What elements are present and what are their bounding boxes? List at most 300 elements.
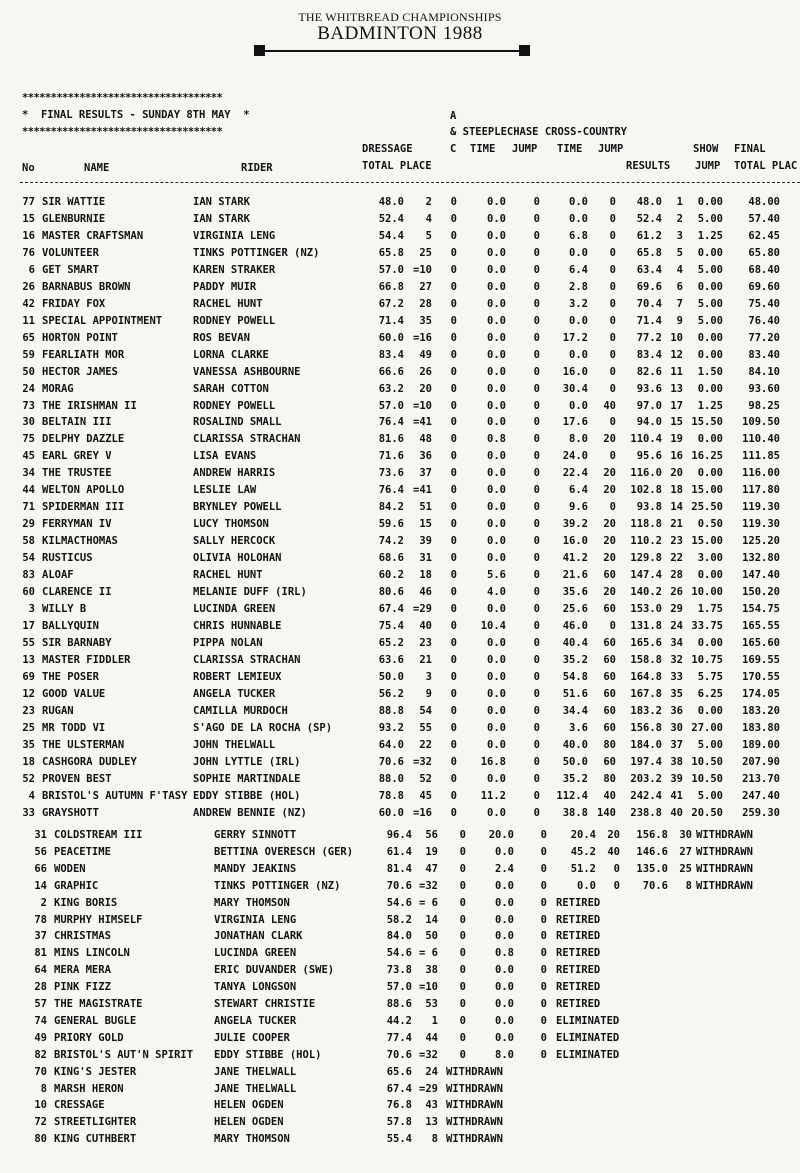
header-dressage: DRESSAGE [362, 143, 413, 155]
dressage-total: 83.4 [378, 348, 404, 361]
result-place: 16 [670, 450, 683, 463]
phase-c: 0 [459, 862, 466, 875]
dressage-total: 56.2 [378, 687, 404, 700]
status-label: RETIRED [556, 947, 601, 960]
steeplechase-jump: 0 [533, 450, 540, 463]
result-place: 21 [670, 518, 683, 531]
header-no: No [22, 162, 35, 174]
dressage-total: 88.8 [378, 704, 404, 717]
result-total: 167.8 [630, 687, 662, 700]
header-final-total: TOTAL PLAC [734, 160, 798, 172]
final-total: 98.25 [748, 399, 780, 412]
dressage-place: =29 [419, 1082, 438, 1095]
rider-name: RACHEL HUNT [193, 569, 263, 582]
cross-country-jump: 20 [603, 535, 616, 548]
phase-c: 0 [450, 297, 457, 310]
final-total: 75.40 [748, 297, 780, 310]
cross-country-jump: 0 [609, 229, 616, 242]
result-place: 18 [670, 484, 683, 497]
cross-country-time: 0.0 [569, 246, 588, 259]
result-total: 183.2 [630, 704, 662, 717]
result-place: 30 [670, 721, 683, 734]
result-place: 19 [670, 433, 683, 446]
steeplechase-time: 0.0 [495, 1014, 514, 1027]
show-jump: 6.25 [697, 687, 723, 700]
result-place: 37 [670, 738, 683, 751]
horse-name: STREETLIGHTER [54, 1116, 137, 1129]
dressage-total: 57.8 [386, 1116, 412, 1129]
status-label: WITHDRAWN [446, 1133, 503, 1146]
cross-country-time: 51.6 [562, 687, 588, 700]
dressage-place: 50 [425, 930, 438, 943]
dressage-total: 65.6 [386, 1065, 412, 1078]
rider-name: HELEN OGDEN [214, 1099, 284, 1112]
final-total: 183.20 [742, 704, 780, 717]
horse-number: 16 [22, 229, 35, 242]
result-place: 33 [670, 670, 683, 683]
result-place: 40 [670, 806, 683, 819]
dressage-place: 31 [419, 552, 432, 565]
steeplechase-jump: 0 [540, 845, 547, 858]
steeplechase-jump: 0 [533, 297, 540, 310]
horse-name: GRAPHIC [54, 879, 99, 892]
cross-country-time: 0.0 [569, 399, 588, 412]
result-row [0, 433, 800, 449]
result-row [0, 518, 800, 534]
dressage-total: 67.4 [386, 1082, 412, 1095]
result-place: 34 [670, 636, 683, 649]
show-jump: 15.50 [691, 416, 723, 429]
result-total: 156.8 [630, 721, 662, 734]
final-total: 57.40 [748, 212, 780, 225]
rule-end-right [519, 45, 530, 56]
phase-c: 0 [450, 620, 457, 632]
steeplechase-jump: 0 [533, 467, 540, 480]
result-row [0, 790, 800, 806]
cross-country-time: 17.2 [562, 331, 588, 344]
steeplechase-jump: 0 [533, 670, 540, 683]
final-total: 189.00 [742, 738, 780, 751]
result-row [0, 654, 800, 670]
result-place: 23 [670, 535, 683, 548]
championship-title: THE WHITBREAD CHAMPIONSHIPS [298, 10, 502, 24]
horse-name: THE TRUSTEE [42, 467, 112, 480]
horse-name: BALLYQUIN [42, 620, 99, 632]
horse-number: 72 [34, 1116, 47, 1129]
dressage-place: 49 [419, 348, 432, 361]
cross-country-jump: 0 [609, 348, 616, 361]
dressage-place: 20 [419, 382, 432, 395]
final-total: 119.30 [742, 501, 780, 514]
cross-country-jump: 80 [603, 738, 616, 751]
phase-c: 0 [450, 229, 457, 242]
final-total: 93.60 [748, 382, 780, 395]
steeplechase-time: 0.0 [487, 280, 506, 293]
non-finisher-row [0, 846, 800, 862]
result-place: 7 [676, 297, 683, 310]
steeplechase-jump: 0 [533, 263, 540, 276]
steeplechase-jump: 0 [533, 382, 540, 395]
final-total: 119.30 [742, 518, 780, 531]
final-total: 165.55 [742, 620, 780, 632]
steeplechase-jump: 0 [540, 913, 547, 926]
horse-name: KING'S JESTER [54, 1065, 137, 1078]
horse-name: BRISTOL'S AUT'N SPIRIT [54, 1048, 194, 1061]
horse-name: HORTON POINT [42, 331, 118, 344]
status-label: RETIRED [556, 998, 601, 1010]
dressage-place: =10 [419, 981, 438, 994]
horse-number: 50 [22, 365, 35, 378]
steeplechase-time: 0.0 [495, 981, 514, 994]
result-total: 102.8 [630, 484, 662, 497]
horse-name: RUSTICUS [42, 552, 93, 565]
horse-name: KING CUTHBERT [54, 1133, 137, 1146]
rider-name: MANDY JEAKINS [214, 862, 297, 875]
cross-country-time: 2.8 [569, 280, 588, 293]
steeplechase-time: 0.0 [487, 653, 506, 666]
show-jump: 0.00 [697, 569, 723, 582]
phase-c: 0 [450, 433, 457, 446]
dressage-total: 63.6 [378, 653, 404, 666]
dressage-place: 56 [425, 829, 438, 841]
horse-name: WODEN [54, 862, 86, 875]
dressage-place: 1 [431, 1014, 438, 1027]
status-label: WITHDRAWN [696, 845, 753, 858]
status-label: RETIRED [556, 896, 601, 909]
steeplechase-time: 10.4 [480, 620, 506, 632]
header-total-place: TOTAL PLACE [362, 160, 432, 172]
dressage-total: 84.0 [386, 930, 412, 943]
cross-country-time: 35.2 [562, 772, 588, 785]
horse-name: PRIORY GOLD [54, 1031, 124, 1044]
show-jump: 16.25 [691, 450, 723, 463]
result-row [0, 535, 800, 551]
dressage-place: 39 [419, 535, 432, 548]
steeplechase-time: 0.0 [487, 467, 506, 480]
steeplechase-time: 0.8 [487, 433, 506, 446]
cross-country-jump: 0 [609, 297, 616, 310]
cross-country-time: 3.2 [569, 297, 588, 310]
result-total: 156.8 [636, 829, 668, 841]
cross-country-time: 35.2 [562, 653, 588, 666]
steeplechase-jump: 0 [533, 501, 540, 514]
result-total: 77.2 [636, 331, 662, 344]
result-total: 97.0 [636, 399, 662, 412]
dressage-total: 65.2 [378, 636, 404, 649]
horse-name: FERRYMAN IV [42, 518, 112, 531]
final-total: 165.60 [742, 636, 780, 649]
status-label: ELIMINATED [556, 1048, 620, 1061]
horse-number: 28 [34, 981, 47, 994]
status-label: WITHDRAWN [696, 862, 753, 875]
steeplechase-time: 0.0 [487, 535, 506, 548]
phase-c: 0 [450, 586, 457, 599]
horse-number: 31 [34, 829, 47, 841]
result-total: 63.4 [636, 263, 662, 276]
steeplechase-jump: 0 [533, 399, 540, 412]
steeplechase-jump: 0 [540, 998, 547, 1010]
horse-number: 30 [22, 416, 35, 429]
steeplechase-time: 0.0 [487, 246, 506, 259]
result-row [0, 230, 800, 246]
dressage-total: 74.2 [378, 535, 404, 548]
horse-name: DELPHY DAZZLE [42, 433, 125, 446]
cross-country-jump: 40 [603, 789, 616, 802]
steeplechase-time: 0.0 [487, 501, 506, 514]
phase-c: 0 [459, 998, 466, 1010]
horse-name: CHRISTMAS [54, 930, 111, 943]
rider-name: HELEN OGDEN [214, 1116, 284, 1129]
result-total: 69.6 [636, 280, 662, 293]
horse-number: 65 [22, 331, 35, 344]
rider-name: BRYNLEY POWELL [193, 501, 282, 514]
phase-c: 0 [450, 263, 457, 276]
cross-country-jump: 60 [603, 687, 616, 700]
result-total: 164.8 [630, 670, 662, 683]
status-label: WITHDRAWN [446, 1065, 503, 1078]
phase-c: 0 [450, 399, 457, 412]
rider-name: LISA EVANS [193, 450, 257, 463]
horse-name: MORAG [42, 382, 74, 395]
result-total: 82.6 [636, 365, 662, 378]
cross-country-time: 17.6 [562, 416, 588, 429]
cross-country-time: 30.4 [562, 382, 588, 395]
result-total: 93.6 [636, 382, 662, 395]
steeplechase-jump: 0 [533, 603, 540, 616]
steeplechase-jump: 0 [533, 569, 540, 582]
result-place: 8 [685, 879, 692, 892]
result-row [0, 281, 800, 297]
show-jump: 5.00 [697, 738, 723, 751]
result-total: 110.4 [630, 433, 662, 446]
cross-country-jump: 40 [603, 399, 616, 412]
steeplechase-time: 0.0 [487, 314, 506, 327]
dressage-total: 68.6 [378, 552, 404, 565]
steeplechase-jump: 0 [533, 365, 540, 378]
show-jump: 0.00 [697, 704, 723, 717]
result-row [0, 332, 800, 348]
cross-country-jump: 20 [603, 467, 616, 480]
cross-country-jump: 60 [603, 569, 616, 582]
steeplechase-jump: 0 [540, 1048, 547, 1061]
dressage-total: 50.0 [378, 670, 404, 683]
result-total: 116.0 [630, 467, 662, 480]
cross-country-jump: 0 [609, 263, 616, 276]
non-finisher-row [0, 998, 800, 1014]
steeplechase-time: 0.0 [495, 845, 514, 858]
dressage-place: 8 [431, 1133, 438, 1146]
result-row [0, 705, 800, 721]
rider-name: BETTINA OVERESCH (GER) [214, 845, 354, 858]
rider-name: LESLIE LAW [193, 484, 257, 497]
cross-country-time: 25.6 [562, 603, 588, 616]
steeplechase-jump: 0 [533, 687, 540, 700]
show-jump: 0.00 [697, 382, 723, 395]
result-place: 22 [670, 552, 683, 565]
dressage-place: =10 [413, 263, 432, 276]
steeplechase-jump: 0 [540, 896, 547, 909]
non-finisher-row [0, 1133, 800, 1149]
dressage-place: 40 [419, 620, 432, 632]
horse-number: 60 [22, 586, 35, 599]
result-row [0, 484, 800, 500]
result-total: 135.0 [636, 862, 668, 875]
steeplechase-jump: 0 [533, 314, 540, 327]
result-total: 165.6 [630, 636, 662, 649]
steeplechase-jump: 0 [533, 755, 540, 768]
cross-country-time: 21.6 [562, 569, 588, 582]
phase-c: 0 [459, 964, 466, 977]
horse-name: WILLY B [42, 603, 87, 616]
steeplechase-jump: 0 [533, 738, 540, 751]
dressage-place: 53 [425, 998, 438, 1010]
rider-name: MELANIE DUFF (IRL) [193, 586, 307, 599]
result-place: 30 [679, 829, 692, 841]
result-row [0, 569, 800, 585]
dressage-place: 46 [419, 586, 432, 599]
dressage-total: 88.0 [378, 772, 404, 785]
show-jump: 5.00 [697, 297, 723, 310]
dressage-total: 81.6 [378, 433, 404, 446]
steeplechase-jump: 0 [533, 484, 540, 497]
horse-name: KING BORIS [54, 896, 118, 909]
steeplechase-time: 0.0 [487, 331, 506, 344]
dressage-place: 43 [425, 1099, 438, 1112]
dressage-total: 54.6 [386, 947, 412, 960]
dressage-place: =16 [413, 331, 432, 344]
steeplechase-jump: 0 [533, 331, 540, 344]
dressage-total: 71.6 [378, 450, 404, 463]
dressage-total: 84.2 [378, 501, 404, 514]
event-title: BADMINTON 1988 [317, 23, 483, 44]
final-total: 117.80 [742, 484, 780, 497]
phase-c: 0 [459, 829, 466, 841]
cross-country-jump: 20 [603, 552, 616, 565]
show-jump: 5.00 [697, 789, 723, 802]
horse-number: 56 [34, 845, 47, 858]
result-row [0, 264, 800, 280]
steeplechase-jump: 0 [540, 964, 547, 977]
horse-name: PINK FIZZ [54, 981, 111, 994]
dressage-place: 44 [425, 1031, 438, 1044]
show-jump: 0.50 [697, 518, 723, 531]
final-total: 125.20 [742, 535, 780, 548]
result-total: 197.4 [630, 755, 662, 768]
non-finisher-row [0, 1099, 800, 1115]
result-total: 242.4 [630, 789, 662, 802]
header-name: NAME [84, 162, 110, 174]
rule-end-left [254, 45, 265, 56]
result-place: 38 [670, 755, 683, 768]
cross-country-time: 20.4 [570, 829, 596, 841]
cross-country-jump: 0 [609, 280, 616, 293]
final-total: 109.50 [742, 416, 780, 429]
steeplechase-jump: 0 [540, 862, 547, 875]
dressage-place: =32 [419, 1048, 438, 1061]
non-finisher-row [0, 1116, 800, 1132]
phase-c: 0 [459, 1048, 466, 1061]
horse-name: WELTON APOLLO [42, 484, 125, 497]
horse-number: 70 [34, 1065, 47, 1078]
horse-number: 26 [22, 280, 35, 293]
cross-country-jump: 60 [603, 636, 616, 649]
cross-country-jump: 20 [603, 433, 616, 446]
result-row [0, 400, 800, 416]
horse-number: 71 [22, 501, 35, 514]
result-row [0, 603, 800, 619]
steeplechase-jump: 0 [540, 829, 547, 841]
final-total: 116.00 [742, 467, 780, 480]
show-jump: 25.50 [691, 501, 723, 514]
cross-country-time: 45.2 [570, 845, 596, 858]
dressage-place: 51 [419, 501, 432, 514]
horse-name: SPECIAL APPOINTMENT [42, 314, 163, 327]
result-row [0, 349, 800, 365]
steeplechase-jump: 0 [540, 1014, 547, 1027]
steeplechase-time: 0.0 [495, 879, 514, 892]
cross-country-jump: 0 [609, 382, 616, 395]
dressage-total: 65.8 [378, 246, 404, 259]
rider-name: ANDREW BENNIE (NZ) [193, 806, 307, 819]
non-finisher-row [0, 863, 800, 879]
status-label: RETIRED [556, 981, 601, 994]
banner-stars-top: *********************************** [22, 92, 223, 104]
final-total: 69.60 [748, 280, 780, 293]
phase-c: 0 [459, 845, 466, 858]
dressage-place: 35 [419, 314, 432, 327]
final-total: 48.00 [748, 196, 780, 208]
show-jump: 27.00 [691, 721, 723, 734]
phase-c: 0 [459, 930, 466, 943]
show-jump: 15.00 [691, 535, 723, 548]
horse-name: THE POSER [42, 670, 99, 683]
steeplechase-time: 0.0 [487, 297, 506, 310]
rider-name: SOPHIE MARTINDALE [193, 772, 301, 785]
steeplechase-time: 8.0 [495, 1048, 514, 1061]
result-total: 238.8 [630, 806, 662, 819]
result-place: 14 [670, 501, 683, 514]
horse-name: RUGAN [42, 704, 74, 717]
dressage-place: 38 [425, 964, 438, 977]
steeplechase-jump: 0 [533, 789, 540, 802]
steeplechase-time: 0.0 [487, 687, 506, 700]
phase-c: 0 [459, 947, 466, 960]
cross-country-time: 0.0 [569, 348, 588, 361]
dressage-place: 27 [419, 280, 432, 293]
cross-country-jump: 20 [603, 518, 616, 531]
status-label: RETIRED [556, 964, 601, 977]
final-total: 62.45 [748, 229, 780, 242]
final-total: 77.20 [748, 331, 780, 344]
cross-country-jump: 0 [609, 246, 616, 259]
cross-country-jump: 0 [609, 196, 616, 208]
horse-number: 52 [22, 772, 35, 785]
rider-name: RODNEY POWELL [193, 399, 276, 412]
result-place: 29 [670, 603, 683, 616]
steeplechase-time: 0.0 [487, 603, 506, 616]
dressage-place: =32 [413, 755, 432, 768]
result-place: 13 [670, 382, 683, 395]
cross-country-jump: 20 [607, 829, 620, 841]
banner-stars-bottom: *********************************** [22, 126, 223, 138]
horse-number: 69 [22, 670, 35, 683]
phase-c: 0 [450, 416, 457, 429]
dressage-total: 78.8 [378, 789, 404, 802]
dressage-place: 48 [419, 433, 432, 446]
final-total: 259.30 [742, 806, 780, 819]
horse-name: THE IRISHMAN II [42, 399, 137, 412]
cross-country-time: 51.2 [570, 862, 596, 875]
